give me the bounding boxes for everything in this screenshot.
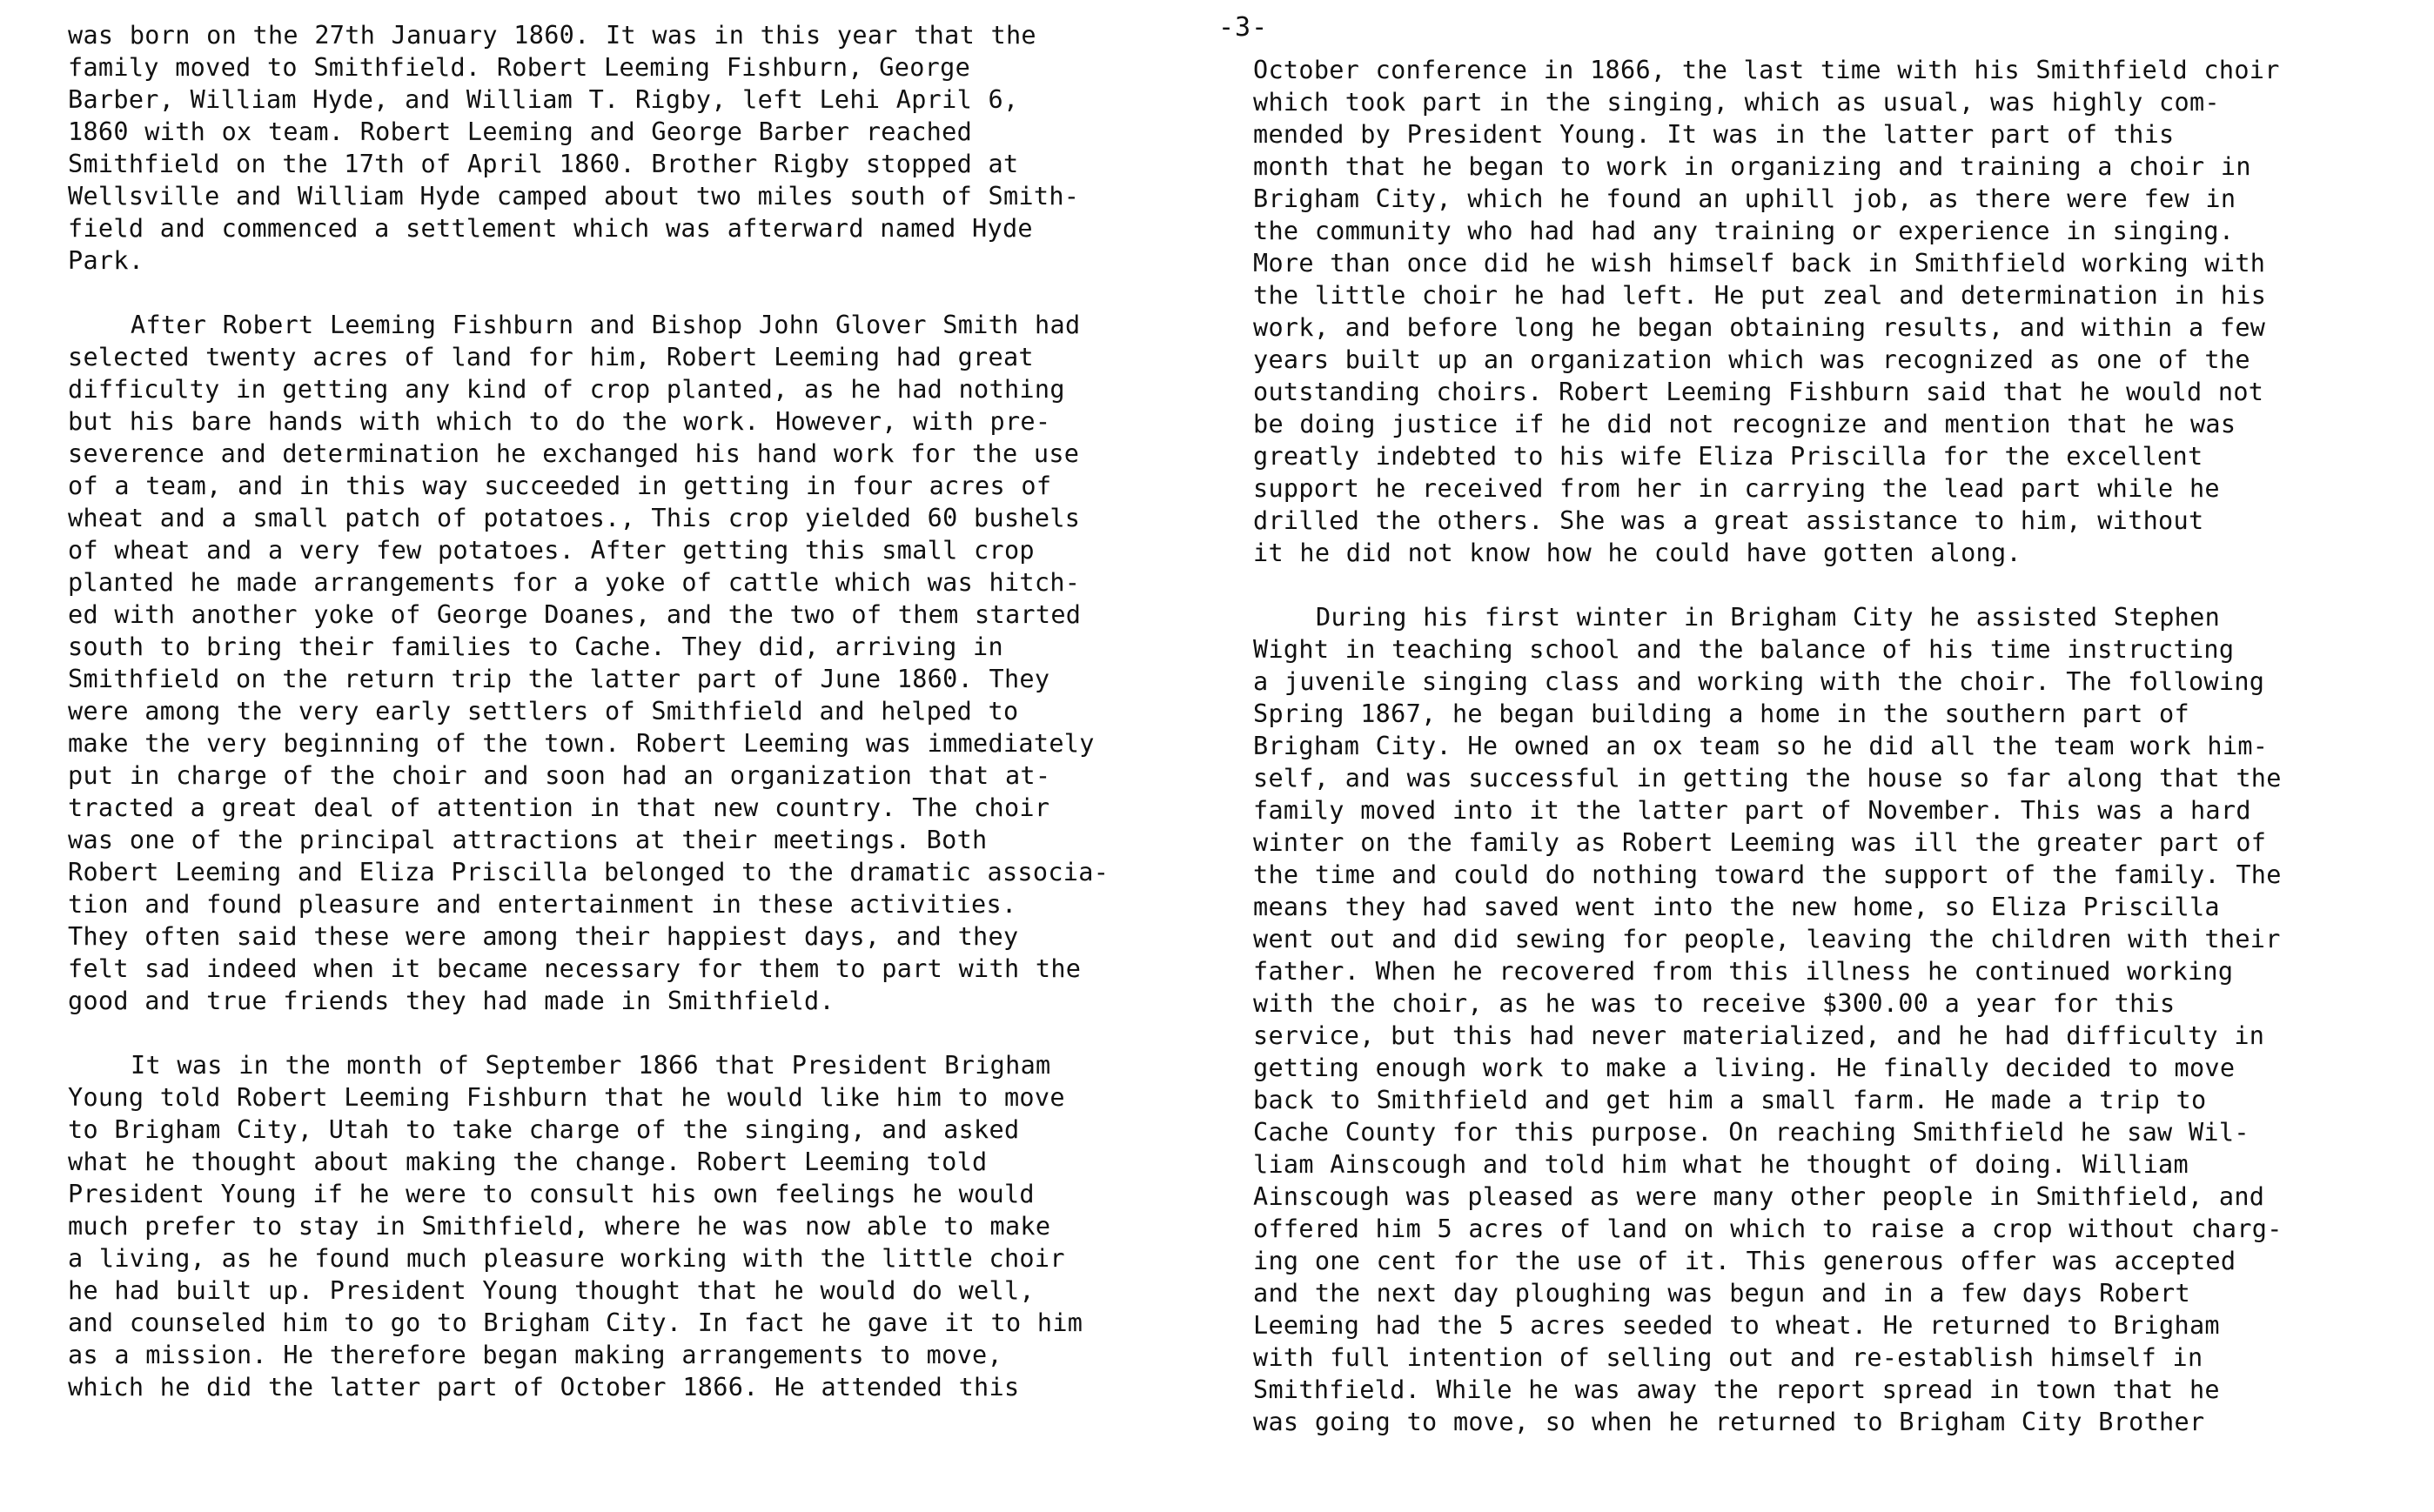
text-line: was born on the 27th January 1860. It was in this year that the bbox=[68, 21, 1036, 50]
text-line: selected twenty acres of land for him, Robert Leeming had great bbox=[68, 343, 1034, 371]
right-text-column bbox=[1253, 54, 2419, 1470]
text-line: the time and could do nothing toward the support of the family. The bbox=[1253, 860, 2282, 889]
text-line: he had built up. President Young thought that he would do well, bbox=[68, 1276, 1035, 1305]
text-line: wheat and a small patch of potatoes., This crop yielded 60 bushels bbox=[68, 504, 1081, 532]
text-line: Cache County for this purpose. On reaching Smithfield he saw Wil- bbox=[1253, 1118, 2250, 1147]
text-line: Brigham City, which he found an uphill job, as there were few in bbox=[1253, 184, 2236, 213]
text-line: which took part in the singing, which as usual, was highly com- bbox=[1253, 88, 2220, 117]
text-line: planted he made arrangements for a yoke of cattle which was hitch- bbox=[68, 568, 1081, 597]
text-line: but his bare hands with which to do the work. However, with pre- bbox=[68, 407, 1051, 436]
text-line: which he did the latter part of October 1866. He attended this bbox=[68, 1373, 1020, 1402]
text-line: Park. bbox=[68, 246, 144, 275]
text-line: severence and determination he exchanged his hand work for the use bbox=[68, 439, 1080, 468]
text-line: be doing justice if he did not recognize and mention that he was bbox=[1253, 410, 2236, 438]
text-line: good and true friends they had made in Smithfield. bbox=[68, 987, 835, 1015]
text-line: tion and found pleasure and entertainment in these activities. bbox=[68, 890, 1017, 919]
page-number: -3- bbox=[1218, 12, 1269, 43]
text-line: of a team, and in this way succeeded in getting in four acres of bbox=[68, 472, 1052, 500]
text-line: family moved into it the latter part of November. This was a hard bbox=[1253, 796, 2251, 825]
text-line: Smithfield. While he was away the report spread in town that he bbox=[1253, 1375, 2220, 1404]
text-line: make the very beginning of the town. Robert Leeming was immediately bbox=[68, 729, 1095, 758]
text-line: the little choir he had left. He put zeal and determination in his bbox=[1253, 281, 2267, 310]
text-line: service, but this had never materialized, and he had difficulty in bbox=[1253, 1021, 2265, 1050]
text-line: Wight in teaching school and the balance of his time instructing bbox=[1253, 635, 2235, 664]
text-line: a living, as he found much pleasure working with the little choir bbox=[68, 1244, 1065, 1273]
paragraph bbox=[68, 19, 1225, 277]
text-line: They often said these were among their happiest days, and they bbox=[68, 922, 1019, 951]
text-line: and the next day ploughing was begun and in a few days Robert bbox=[1253, 1279, 2190, 1308]
text-line: liam Ainscough and told him what he thought of doing. William bbox=[1253, 1150, 2189, 1179]
text-line: Brigham City. He owned an ox team so he did all the team work him- bbox=[1253, 732, 2269, 760]
text-line: family moved to Smithfield. Robert Leeming Fishburn, George bbox=[68, 53, 971, 82]
text-line: of wheat and a very few potatoes. After getting this small crop bbox=[68, 536, 1035, 565]
text-line: years built up an organization which was recognized as one of the bbox=[1253, 345, 2250, 374]
text-line: and counseled him to go to Brigham City. In fact he gave it to him bbox=[68, 1308, 1083, 1337]
paragraph bbox=[1253, 601, 2419, 1438]
text-line: More than once did he wish himself back in Smithfield working with bbox=[1253, 249, 2266, 278]
text-line: ed with another yoke of George Doanes, and the two of them started bbox=[68, 600, 1082, 629]
text-line: south to bring their families to Cache. They did, arriving in bbox=[68, 632, 1003, 661]
text-line: what he thought about making the change. Robert Leeming told bbox=[68, 1147, 988, 1176]
text-line: It was in the month of September 1866 that President Brigham bbox=[131, 1051, 1051, 1080]
text-line: winter on the family as Robert Leeming was ill the greater part of bbox=[1253, 828, 2267, 857]
text-line: support he received from her in carrying the lead part while he bbox=[1253, 474, 2220, 503]
text-line: it he did not know how he could have gotten along. bbox=[1253, 539, 2022, 567]
text-line: a juvenile singing class and working with the choir. The following bbox=[1253, 667, 2265, 696]
text-line: Spring 1867, he began building a home in the southern part of bbox=[1253, 699, 2189, 728]
text-line: After Robert Leeming Fishburn and Bishop John Glover Smith had bbox=[131, 311, 1081, 339]
text-line: felt sad indeed when it became necessary for them to part with the bbox=[68, 954, 1082, 983]
text-line: mended by President Young. It was in the latter part of this bbox=[1253, 120, 2175, 149]
text-line: Ainscough was pleased as were many other people in Smithfield, and bbox=[1253, 1182, 2265, 1211]
text-line: offered him 5 acres of land on which to raise a crop without charg- bbox=[1253, 1214, 2283, 1243]
text-line: father. When he recovered from this illness he continued working bbox=[1253, 957, 2234, 986]
text-line: Young told Robert Leeming Fishburn that he would like him to move bbox=[68, 1083, 1065, 1112]
text-line: went out and did sewing for people, leaving the children with their bbox=[1253, 925, 2281, 953]
text-line: getting enough work to make a living. He finally decided to move bbox=[1253, 1054, 2236, 1082]
paragraph bbox=[68, 1049, 1225, 1403]
text-line: During his first winter in Brigham City he assisted Stephen bbox=[1316, 603, 2221, 632]
text-line: Robert Leeming and Eliza Priscilla belonged to the dramatic associa- bbox=[68, 858, 1110, 886]
text-line: Smithfield on the return trip the latter part of June 1860. They bbox=[68, 665, 1050, 693]
text-line: means they had saved went into the new home, so Eliza Priscilla bbox=[1253, 893, 2220, 921]
text-line: ing one cent for the use of it. This generous offer was accepted bbox=[1253, 1247, 2236, 1275]
text-line: tracted a great deal of attention in that new country. The choir bbox=[68, 793, 1050, 822]
text-line: President Young if he were to consult his own feelings he would bbox=[68, 1180, 1035, 1208]
text-line: was one of the principal attractions at their meetings. Both bbox=[68, 826, 988, 854]
text-line: greatly indebted to his wife Eliza Priscilla for the excellent bbox=[1253, 442, 2203, 471]
text-line: with full intention of selling out and re-establish himself in bbox=[1253, 1343, 2203, 1372]
text-line: Wellsville and William Hyde camped about two miles south of Smith- bbox=[68, 182, 1080, 211]
text-line: October conference in 1866, the last time with his Smithfield choir bbox=[1253, 56, 2280, 84]
text-line: month that he began to work in organizing and training a choir in bbox=[1253, 152, 2251, 181]
text-line: work, and before long he began obtaining results, and within a few bbox=[1253, 313, 2266, 342]
text-line: back to Smithfield and get him a small farm. He made a trip to bbox=[1253, 1086, 2207, 1114]
text-line: Smithfield on the 17th of April 1860. Brother Rigby stopped at bbox=[68, 150, 1019, 178]
text-line: much prefer to stay in Smithfield, where he was now able to make bbox=[68, 1212, 1051, 1241]
text-line: was going to move, so when he returned to Brigham City Brother bbox=[1253, 1408, 2205, 1436]
text-line: drilled the others. She was a great assistance to him, without bbox=[1253, 506, 2204, 535]
text-line: the community who had had any training or experience in singing. bbox=[1253, 217, 2235, 245]
text-line: to Brigham City, Utah to take charge of the singing, and asked bbox=[68, 1115, 1020, 1144]
paragraph bbox=[68, 309, 1225, 1017]
text-line: outstanding choirs. Robert Leeming Fishburn said that he would not bbox=[1253, 378, 2264, 406]
text-line: Leeming had the 5 acres seeded to wheat. He returned to Brigham bbox=[1253, 1311, 2220, 1340]
left-text-column bbox=[68, 19, 1225, 1435]
paragraph bbox=[1253, 54, 2419, 569]
text-line: as a mission. He therefore began making arrangements to move, bbox=[68, 1341, 1002, 1369]
text-line: 1860 with ox team. Robert Leeming and George Barber reached bbox=[68, 117, 973, 146]
text-line: were among the very early settlers of Smithfield and helped to bbox=[68, 697, 1019, 726]
text-line: difficulty in getting any kind of crop planted, as he had nothing bbox=[68, 375, 1065, 404]
text-line: with the choir, as he was to receive $300.00 a year for this bbox=[1253, 989, 2176, 1018]
text-line: Barber, William Hyde, and William T. Rigby, left Lehi April 6, bbox=[68, 85, 1019, 114]
text-line: field and commenced a settlement which was afterward named Hyde bbox=[68, 214, 1033, 243]
text-line: self, and was successful in getting the house so far along that the bbox=[1253, 764, 2282, 793]
text-line: put in charge of the choir and soon had an organization that at- bbox=[68, 761, 1051, 790]
